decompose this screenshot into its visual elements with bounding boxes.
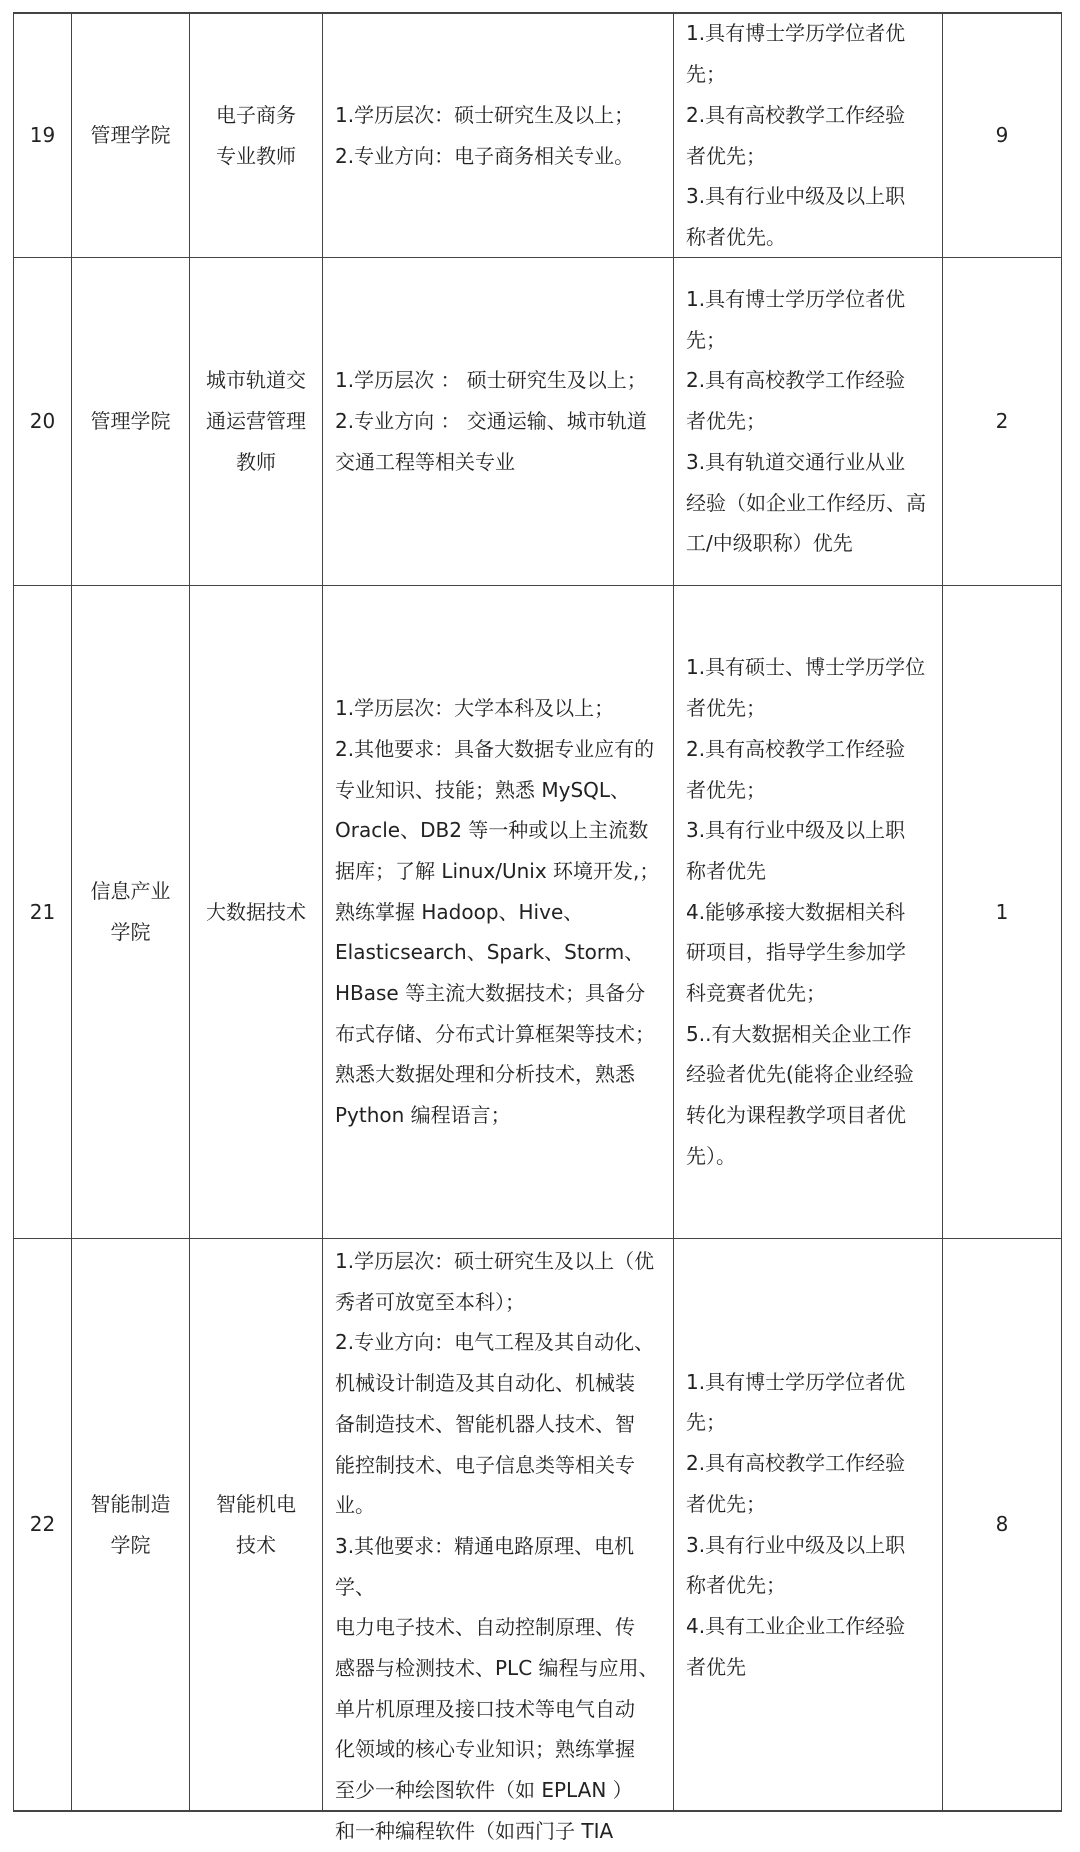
position-text: 电子商务 专业教师: [216, 102, 296, 168]
preferences-cell: [674, 14, 943, 257]
count-cell: [943, 258, 1061, 585]
count-text: 1: [995, 899, 1009, 924]
preferences-text: 1.具有博士学历学位者优 先； 2.具有高校教学工作经验 者优先； 3.具有轨道交通行业从业 经验（如企业工作经历、高 工/中级职称）优先: [686, 287, 926, 556]
count-text: 9: [995, 123, 1009, 148]
recruitment-table: [13, 12, 1062, 1843]
position-cell: [190, 586, 323, 1238]
preferences-text: 1.具有博士学历学位者优 先； 2.具有高校教学工作经验 者优先； 3.具有行业中级及以上职 称者优先； 4.具有工业企业工作经验 者优先: [686, 1369, 906, 1679]
position-text: 城市轨道交 通运营管理 教师: [206, 368, 306, 474]
position-text: 大数据技术: [206, 899, 306, 924]
row-number-text: 22: [29, 1512, 56, 1537]
position-cell: [190, 258, 323, 585]
row-number-text: 21: [29, 899, 56, 924]
preferences-text: 1.具有硕士、博士学历学位 者优先； 2.具有高校教学工作经验 者优先； 3.具有行业中级及以上职 称者优先 4.能够承接大数据相关科 研项目，指导学生参加学 科竞赛者优先； 5..有大数据相关企业工作 经验者优先(能将企业经验 转化为课程教学项目者优 先）。: [686, 655, 926, 1168]
college-cell: [72, 586, 190, 1238]
table-row: [14, 586, 1061, 1239]
row-number: [14, 258, 72, 585]
college-cell: [72, 258, 190, 585]
row-number-text: 20: [29, 409, 56, 434]
preferences-text: 1.具有博士学历学位者优 先； 2.具有高校教学工作经验 者优先； 3.具有行业中级及以上职 称者优先。: [686, 21, 906, 249]
requirements-text: 1.学历层次：硕士研究生及以上（优 秀者可放宽至本科）； 2.专业方向：电气工程及其自动化、 机械设计制造及其自动化、机械装 备制造技术、智能机器人技术、智 能控制技术、电子信息类等相关专 业。 3.其他要求：精通电路原理、电机学、 电力电子技术、自动控制原理、传 感器与检测技术、PLC 编程与应用、 单片机原理及接口技术等电气自动 化领域的核心专业知识；熟练掌握 至少一种绘图软件（如 EPLAN ） 和一种编程软件（如西门子 TIA: [335, 1249, 659, 1843]
row-number: [14, 14, 72, 257]
row-number-text: 19: [29, 123, 56, 148]
position-cell: [190, 14, 323, 257]
requirements-cell: [323, 1239, 674, 1843]
college-text: 智能制造 学院: [90, 1491, 171, 1557]
preferences-cell: [674, 1239, 943, 1810]
college-cell: [72, 14, 190, 257]
count-text: 2: [995, 409, 1009, 434]
college-text: 信息产业 学院: [90, 879, 171, 944]
requirements-text: 1.学历层次：硕士研究生及以上； 2.专业方向：电子商务相关专业。: [335, 102, 635, 168]
count-cell: [943, 586, 1061, 1238]
college-cell: [72, 1239, 190, 1810]
table-row: [14, 258, 1061, 586]
requirements-cell: [323, 586, 674, 1238]
table-row: [14, 1239, 1061, 1843]
position-cell: [190, 1239, 323, 1810]
count-cell: [943, 1239, 1061, 1810]
college-text: 管理学院: [90, 409, 171, 434]
row-number: [14, 586, 72, 1238]
requirements-cell: [323, 14, 674, 257]
requirements-cell: [323, 258, 674, 585]
preferences-cell: [674, 258, 943, 585]
college-text: 管理学院: [90, 123, 171, 148]
requirements-text: 1.学历层次 ： 硕士研究生及以上； 2.专业方向 ： 交通运输、城市轨道 交通工程等相关专业: [335, 368, 647, 474]
position-text: 智能机电 技术: [216, 1491, 296, 1557]
requirements-text: 1.学历层次：大学本科及以上； 2.其他要求：具备大数据专业应有的 专业知识、技能；熟悉 MySQL、 Oracle、DB2 等一种或以上主流数 据库；了解 Linux/Unix 环境开发,； 熟练掌握 Hadoop、Hive、 Elasticsearch、Spark、Storm、 HBase 等主流大数据技术；具备分 布式存储、分布式计算框架等技术； 熟悉大数据处理和分析技术，熟悉 Python 编程语言；: [335, 696, 660, 1128]
count-cell: [943, 14, 1061, 257]
count-text: 8: [995, 1512, 1009, 1537]
row-number: [14, 1239, 72, 1810]
preferences-cell: [674, 586, 943, 1238]
table-row: [14, 14, 1061, 258]
